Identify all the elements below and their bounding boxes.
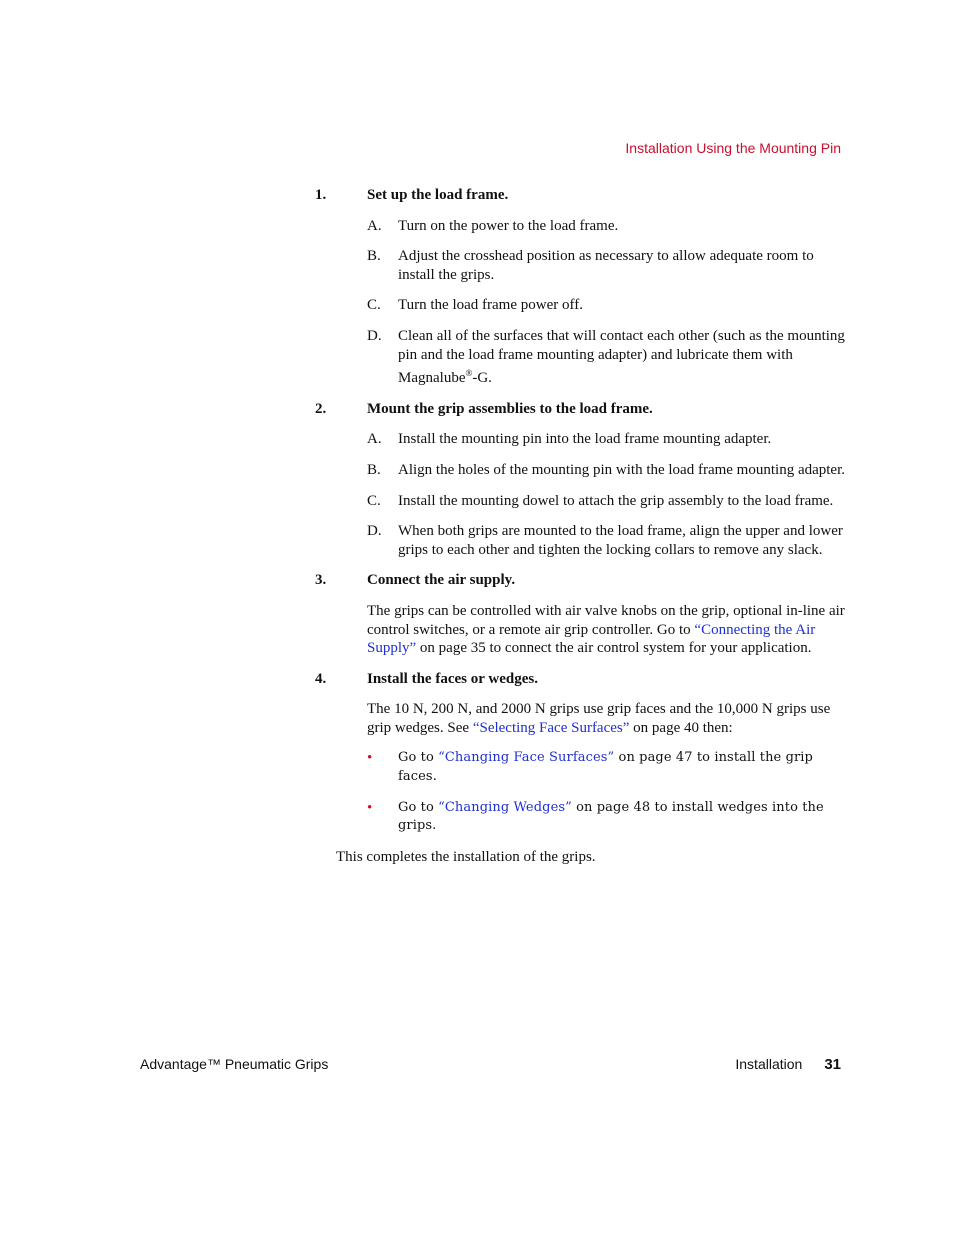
bullet-text: Go to xyxy=(398,799,439,815)
bullet-item-face-surfaces xyxy=(367,749,846,786)
step-title: Install the faces or wedges. xyxy=(367,670,538,687)
step-number: 3. xyxy=(315,572,327,589)
step-paragraph xyxy=(367,700,846,737)
substep-text: Turn the load frame power off. xyxy=(398,297,583,314)
step-3 xyxy=(315,571,846,657)
bullet-text: on page 47 to install the grip faces. xyxy=(398,750,813,785)
substep-letter: A. xyxy=(367,431,382,448)
main-content xyxy=(315,186,846,866)
footer-section: Installation xyxy=(735,1056,803,1072)
substep-letter: C. xyxy=(367,492,381,509)
link-changing-face-surfaces[interactable]: “Changing Face Surfaces” xyxy=(438,750,615,766)
step-4 xyxy=(315,670,846,836)
substep-2c xyxy=(367,492,846,511)
substep-letter: B. xyxy=(367,248,381,265)
substep-2a xyxy=(367,430,846,449)
step-title: Connect the air supply. xyxy=(367,572,516,589)
substep-1b xyxy=(367,247,846,284)
bullet-icon: • xyxy=(367,750,373,767)
closing-sentence: This completes the installation of the grips. xyxy=(336,848,596,865)
substep-1a xyxy=(367,217,846,236)
substep-letter: D. xyxy=(367,523,382,540)
substep-letter: C. xyxy=(367,297,381,314)
substep-text: Turn on the power to the load frame. xyxy=(398,217,619,234)
substep-2b xyxy=(367,461,846,480)
registered-mark: ® xyxy=(465,368,473,379)
footer-product-name: Advantage™ Pneumatic Grips xyxy=(140,1056,329,1072)
paragraph-text: on page 40 then: xyxy=(629,719,733,736)
bullet-icon: • xyxy=(367,799,373,816)
substep-1d xyxy=(367,327,846,388)
substep-letter: B. xyxy=(367,461,381,478)
substep-2d xyxy=(367,522,846,559)
link-changing-wedges[interactable]: “Changing Wedges” xyxy=(438,799,572,815)
step-title: Mount the grip assemblies to the load frame. xyxy=(367,400,653,417)
footer-right xyxy=(735,1056,841,1073)
paragraph-text: The grips can be controlled with air valve knobs on the grip, optional in-line air control switches, or a remote air grip controller. Go to xyxy=(367,602,845,638)
step-number: 1. xyxy=(315,187,327,203)
substep-text-tail: -G. xyxy=(472,370,492,387)
step-title: Set up the load frame. xyxy=(367,187,509,203)
step-number: 2. xyxy=(315,400,327,417)
substep-text: Adjust the crosshead position as necessary to allow adequate room to install the grips. xyxy=(398,248,814,283)
substep-text: Install the mounting dowel to attach the grip assembly to the load frame. xyxy=(398,492,834,509)
substep-text: Install the mounting pin into the load frame mounting adapter. xyxy=(398,431,772,448)
substep-text: When both grips are mounted to the load frame, align the upper and lower grips to each other and tighten the locking collars to remove any slack. xyxy=(398,523,843,558)
substep-1c xyxy=(367,296,846,315)
step-number: 4. xyxy=(315,670,327,687)
substep-letter: D. xyxy=(367,327,382,344)
step-1 xyxy=(315,186,846,388)
substep-letter: A. xyxy=(367,217,382,234)
running-header-title: Installation Using the Mounting Pin xyxy=(625,140,841,156)
step-2 xyxy=(315,400,846,560)
link-selecting-face-surfaces[interactable]: “Selecting Face Surfaces” xyxy=(472,719,630,736)
substep-text: Clean all of the surfaces that will contact each other (such as the mounting pin and the load frame mounting adapter) and lubricate them with Magnalube xyxy=(398,327,845,387)
substep-text: Align the holes of the mounting pin with the load frame mounting adapter. xyxy=(398,461,845,478)
paragraph-text: on page 35 to connect the air control system for your application. xyxy=(416,640,812,657)
bullet-text: Go to xyxy=(398,750,439,766)
link-connecting-air-supply[interactable]: “Connecting the Air Supply” xyxy=(367,621,816,657)
bullet-item-wedges xyxy=(367,799,846,836)
page-number: 31 xyxy=(824,1056,841,1073)
bullet-text: on page 48 to install wedges into the grips. xyxy=(398,799,824,834)
paragraph-text: The 10 N, 200 N, and 2000 N grips use grip faces and the 10,000 N grips use grip wedges. See xyxy=(367,701,831,736)
step-paragraph xyxy=(367,602,846,658)
